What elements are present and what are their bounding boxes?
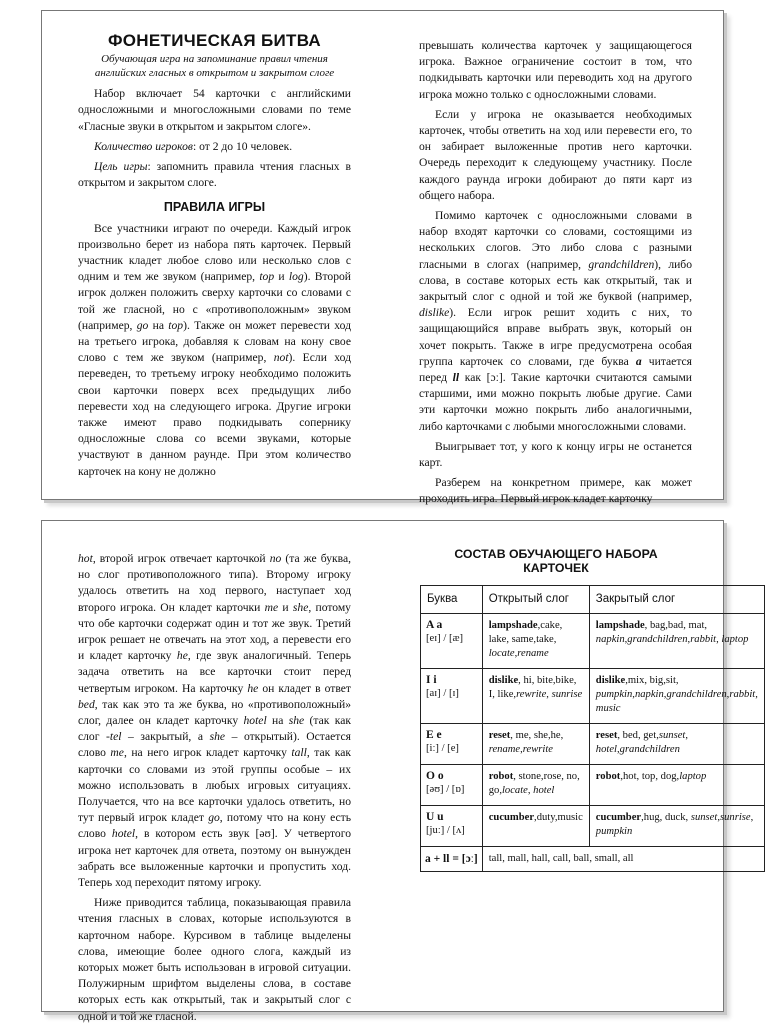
open-syllable-cell: dislike, hi, bite,bike, I, like,rewrite, sunrise bbox=[482, 669, 589, 724]
header-closed: Закрытый слог bbox=[589, 586, 764, 614]
rules-heading: ПРАВИЛА ИГРЫ bbox=[163, 200, 266, 215]
page-bottom bbox=[41, 520, 758, 1023]
vowel-sounds: [juː] / [ʌ] bbox=[426, 825, 465, 836]
header-open: Открытый слог bbox=[482, 586, 589, 614]
left-column bbox=[78, 11, 351, 480]
example-intro: Разберем на конкретном примере, как может проходить игра. Первый игрок кладет карточку bbox=[419, 476, 692, 506]
vowel-letter: I i bbox=[426, 674, 437, 686]
letter-cell bbox=[421, 724, 483, 765]
letter-cell bbox=[421, 765, 483, 806]
vowel-sounds: [aɪ] / [ɪ] bbox=[426, 688, 459, 699]
header-letter: Буква bbox=[421, 586, 483, 614]
table-title: СОСТАВ ОБУЧАЮЩЕГО НАБОРА КАРТОЧЕК bbox=[454, 547, 658, 575]
rules-continuation: превышать количества карточек у защищающегося игрока. Важное ограничение состоит в том, что подкидывать карточки или переводить ход на другого игрока можно только с односложными словами. bbox=[419, 39, 692, 101]
table-row bbox=[421, 724, 765, 765]
intro-text: Набор включает 54 карточки с английскими односложными и многосложными словами по теме «Гласные звуки в открытом и закрытом слоге». bbox=[78, 87, 351, 133]
example-paragraph: hot, второй игрок отвечает карточкой no (та же буква, но слог противоположного типа). Второму игроку удалось ответить на ход первого, наступает ход второго игрока. Он кладет карточки me и she, потому что обе карточки содержат один и тот же звук. Третий игрок решает не отвечать на этот ход, а перевести его и кладет карточку he, где звук аналогичный. Теперь задача ответить на все карточки стоит перед четвертым игроком. На карточку he он кладет в ответ bed, так как это та же буква, но «противоположный» слог, далее он кладет карточку hotel на she (так как слог -tel – закрытый, а she – открытый). Остается слово me, на него игрок кладет карточку tall, так как карточки со словами из этой группы особые – их можно использовать в любых игровых ситуациях. Получается, что на все карточки удалось ответить, но тут первый игрок кладет go, потому что на кону есть слово hotel, в котором есть звук [əʊ]. У четвертого игрока нет карточек для ответа, поэтому он вынужден забрать все выложенные карточки и пропустить ход. Теперь ход переходит пятому игроку. bbox=[78, 552, 352, 890]
game-goal: Цель игры: запомнить правила чтения гласных в открытом и закрытом слоге. bbox=[78, 160, 352, 190]
open-syllable-cell: cucumber,duty,music bbox=[482, 806, 589, 847]
rules-winner: Выигрывает тот, у кого к концу игры не останется карт. bbox=[419, 439, 692, 470]
game-subtitle: Обучающая игра на запоминание правил чтения английских гласных в открытом и закрытом слоге bbox=[94, 53, 335, 79]
table-row bbox=[421, 806, 765, 847]
letter-cell bbox=[421, 669, 483, 724]
table-header-row bbox=[421, 586, 765, 614]
open-syllable-cell: lampshade,cake, lake, same,take, locate,rename bbox=[482, 614, 589, 669]
vowel-table bbox=[420, 585, 765, 872]
letter-cell: a + ll = [ɔː] bbox=[421, 847, 483, 872]
closed-syllable-cell: cucumber,hug, duck, sunset,sunrise, pumpkin bbox=[589, 806, 764, 847]
open-syllable-cell: robot, stone,rose, no, go,locate, hotel bbox=[482, 765, 589, 806]
rules-no-cards: Если у игрока не оказывается необходимых карточек, чтобы ответить на ход или перевести его, то он забирает выложенные против него карточки. Очередь переходит к следующему участнику. После каждого раунда игроки добирают до пяти карт из общего набора. bbox=[419, 107, 692, 202]
right-column bbox=[419, 38, 692, 508]
table-row bbox=[421, 614, 765, 669]
letter-cell bbox=[421, 614, 483, 669]
closed-syllable-cell: dislike,mix, big,sit, pumpkin,napkin,grandchildren,rabbit, music bbox=[589, 669, 764, 724]
open-syllable-cell: reset, me, she,he, rename,rewrite bbox=[482, 724, 589, 765]
vowel-letter: U u bbox=[426, 811, 444, 823]
vowel-letter: O o bbox=[426, 770, 444, 782]
players-count: Количество игроков: от 2 до 10 человек. bbox=[94, 139, 293, 153]
vowel-sounds: [eɪ] / [æ] bbox=[426, 633, 464, 644]
vowel-letter: E e bbox=[426, 729, 442, 741]
table-area bbox=[420, 521, 758, 872]
vowel-sounds: [iː] / [e] bbox=[426, 743, 459, 754]
table-note: Ниже приводится таблица, показывающая правила чтения гласных в словах, которые используются в карточном наборе. Курсивом в таблице выделены слова, имеющие более одного слога, каждый из которых может быть использован в игровой ситуации. Полужирным шрифтом выделены слова, в составе которых есть как открытый, так и закрытый слог с одной и той же гласной. bbox=[78, 896, 351, 1023]
letter-cell bbox=[421, 806, 483, 847]
closed-syllable-cell: lampshade, bag,bad, mat, napkin,grandchildren,rabbit, laptop bbox=[589, 614, 764, 669]
vowel-sounds: [əʊ] / [ɒ] bbox=[426, 784, 465, 795]
rules-multisyllable: Помимо карточек с односложными словами в набор входят карточки со словами, состоящими из нескольких слогов. Это либо слова с разными гласными в слогах (например, grandchildren), либо слова, в составе которых есть как открытый, так и закрытый слог с одной и той же буквой (например, dislike). Если игрок решит ходить с них, то защищающийся вправе выбрать звук, который он хочет покрыть. Также в игре предусмотрена особая группа карточек со словами, где буква a читается перед ll как [ɔː]. Такие карточки считаются самыми старшими, ими можно покрыть любые другие. Сами эти карточки можно покрыть либо аналогичными, либо карточками с любыми многосложными словами. bbox=[419, 209, 693, 433]
page-top bbox=[41, 10, 724, 506]
words-cell: tall, mall, hall, call, ball, small, all bbox=[482, 847, 764, 872]
table-row bbox=[421, 765, 765, 806]
closed-syllable-cell: reset, bed, get,sunset, hotel,grandchildren bbox=[589, 724, 764, 765]
closed-syllable-cell: robot,hot, top, dog,laptop bbox=[589, 765, 764, 806]
game-title: ФОНЕТИЧЕСКАЯ БИТВА bbox=[107, 31, 322, 50]
rules-paragraph: Все участники играют по очереди. Каждый игрок произвольно берет из набора пять карточек. Первый участник кладет любое слово или несколько слов с одним и тем же звуком (например, top и log). Второй игрок должен положить сверху карточки со словами с той же гласной, но с «противоположным» звуком (например, go на top). Также он может перевести ход на третьего игрока, добавляя к словам на кону свое слово с тем же звуком (например, not). Если ход переведен, то третьему игроку необходимо положить свои карточки поверх всех предыдущих либо перевести ход на следующего игрока. Другие игроки также имеют право подкидывать сопернику односложные слова со всеми звуками, которые участвуют в данном раунде. При этом количество карточек на кону не должно bbox=[78, 221, 352, 478]
table-row bbox=[421, 669, 765, 724]
vowel-letter: A a bbox=[426, 619, 443, 631]
table-row-all bbox=[421, 847, 765, 872]
left-column bbox=[78, 551, 351, 1025]
